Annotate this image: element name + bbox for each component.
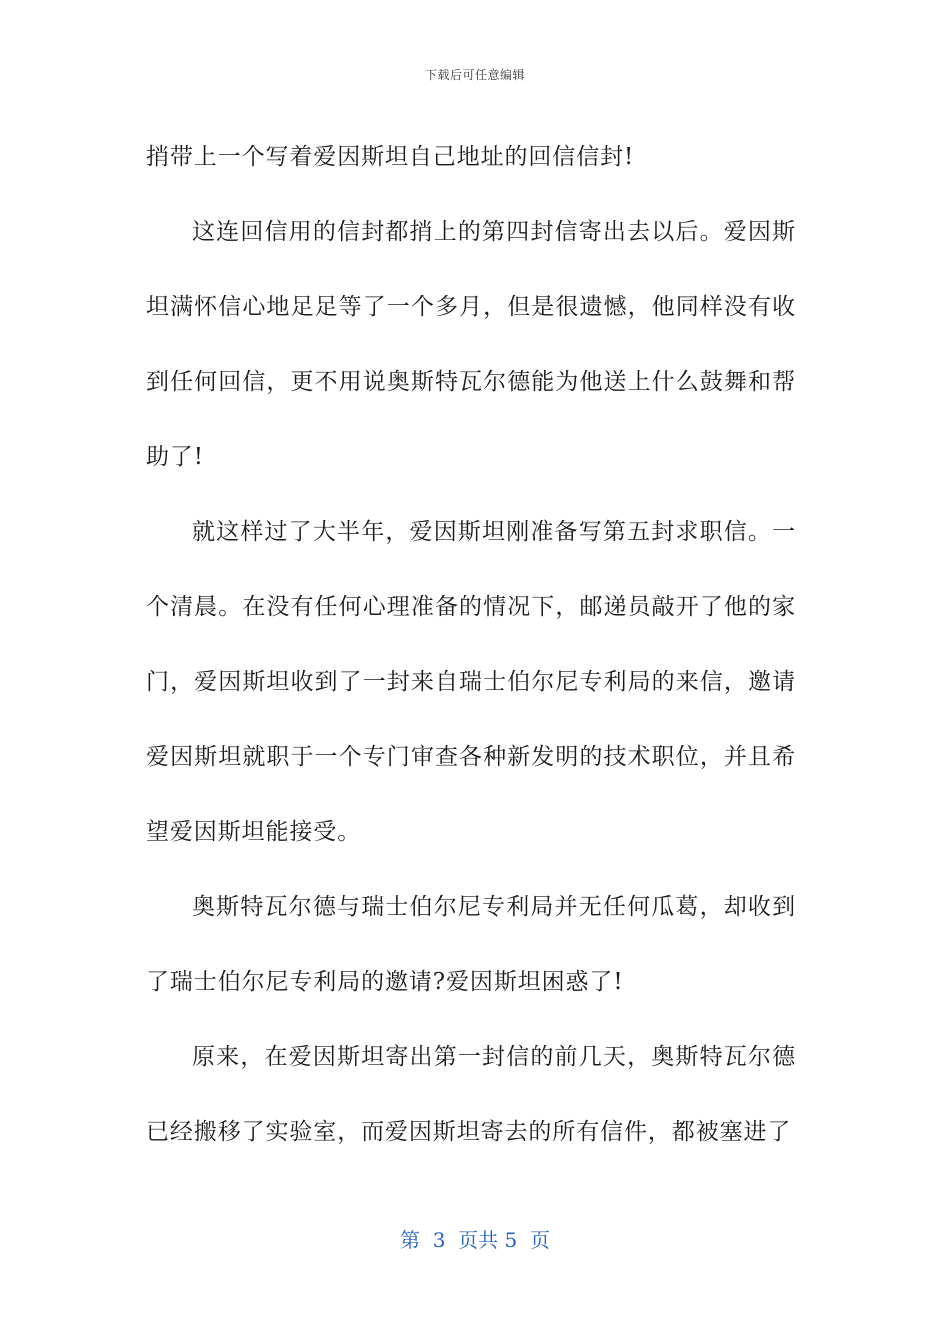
page-header: 下载后可任意编辑	[424, 68, 525, 82]
document-body	[146, 120, 796, 1170]
page-number-footer: 第 3 页共 5 页	[400, 1228, 550, 1252]
paragraph-1: 捎带上一个写着爱因斯坦自己地址的回信信封!	[146, 144, 635, 170]
paragraph-2: 这连回信用的信封都捎上的第四封信寄出去以后。爱因斯坦满怀信心地足足等了一个多月，但是很遗憾，他同样没有收到任何回信，更不用说奥斯特瓦尔德能为他送上什么鼓舞和帮助了!	[146, 219, 796, 470]
paragraph-4: 奥斯特瓦尔德与瑞士伯尔尼专利局并无任何瓜葛，却收到了瑞士伯尔尼专利局的邀请?爱因斯坦困惑了!	[146, 894, 796, 995]
paragraph-5: 原来，在爱因斯坦寄出第一封信的前几天，奥斯特瓦尔德已经搬移了实验室，而爱因斯坦寄去的所有信件，都被塞进了	[146, 1044, 796, 1145]
paragraph-3: 就这样过了大半年，爱因斯坦刚准备写第五封求职信。一个清晨。在没有任何心理准备的情况下，邮递员敲开了他的家门，爱因斯坦收到了一封来自瑞士伯尔尼专利局的来信，邀请爱因斯坦就职于一个专门审查各种新发明的技术职位，并且希望爱因斯坦能接受。	[146, 519, 796, 845]
